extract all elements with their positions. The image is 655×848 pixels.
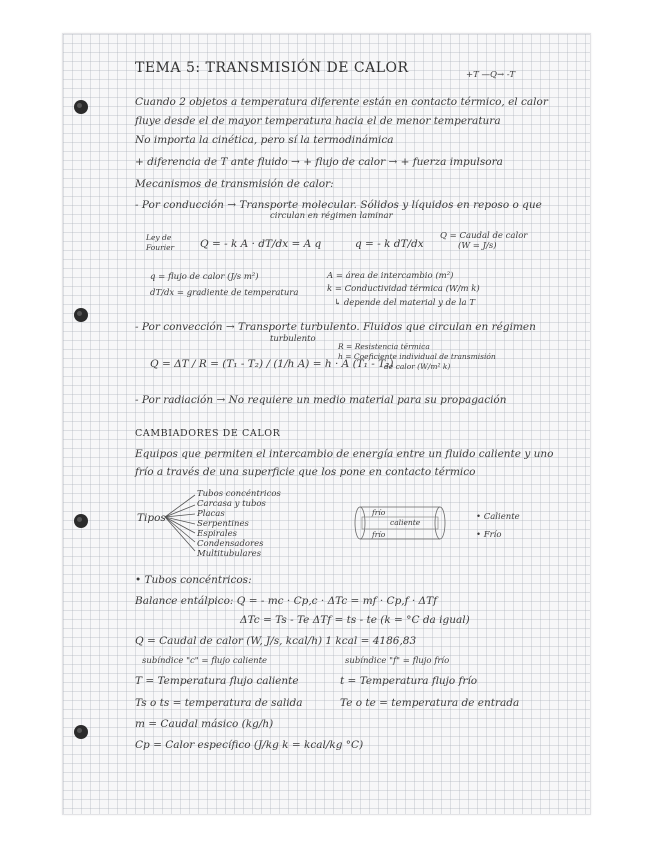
heat-rate-def: Q = Caudal de calor [440, 231, 528, 241]
type-item: Tubos concéntricos [197, 489, 281, 499]
definition: k = Conductividad térmica (W/m k) [327, 284, 480, 294]
definition: ↳ depende del material y de la T [334, 298, 475, 308]
binder-hole [74, 100, 88, 114]
fourier-equation: Q = - k A · dT/dx = A q [200, 238, 322, 250]
intro-line: Cuando 2 objetos a temperatura diferente están en contacto térmico, el calor [135, 96, 548, 108]
fourier-label: Ley de [146, 233, 172, 242]
legend-hot: • Caliente [476, 512, 520, 522]
definition: q = flujo de calor (J/s m²) [150, 272, 259, 282]
binder-hole [74, 725, 88, 739]
subsection-heading: • Tubos concéntricos: [135, 574, 252, 586]
type-item: Serpentines [197, 519, 249, 529]
definition: dT/dx = gradiente de temperatura [150, 288, 299, 298]
conduction-line: - Por conducción → Transporte molecular. Sólidos y líquidos en reposo o que [135, 199, 542, 211]
conduction-line: circulan en régimen laminar [270, 211, 393, 221]
variable-def: m = Caudal másico (kg/h) [135, 718, 274, 730]
convection-equation: Q = ΔT / R = (T₁ - T₂) / (1/h A) = h · A (T₁ - T₂) [150, 358, 394, 370]
convection-line: turbulento [270, 334, 316, 344]
variable-def: Ts o ts = temperatura de salida [135, 697, 303, 709]
type-item: Placas [197, 509, 225, 519]
intro-line: fluye desde el de mayor temperatura hacia el de menor temperatura [135, 115, 501, 127]
heat-rate-units: Q = Caudal de calor (W, J/s, kcal/h) 1 kcal = 4186,83 [135, 635, 417, 647]
variable-def: T = Temperatura flujo caliente [135, 675, 299, 687]
binder-hole [74, 514, 88, 528]
page-title: TEMA 5: TRANSMISIÓN DE CALOR [135, 60, 409, 76]
legend-cold: • Frío [476, 530, 502, 540]
variable-def: Cp = Calor específico (J/kg k = kcal/kg °C) [135, 739, 364, 751]
type-item: Espirales [197, 529, 237, 539]
definition: R = Resistencia térmica [338, 342, 430, 351]
types-label: Tipos [137, 512, 166, 524]
convection-line: - Por convección → Transporte turbulento. Fluidos que circulan en régimen [135, 321, 536, 333]
intro-line: No importa la cinética, pero sí la termodinámica [135, 134, 394, 146]
section-heading: CAMBIADORES DE CALOR [135, 428, 281, 439]
definition: de calor (W/m² k) [384, 362, 451, 371]
variable-def: Te o te = temperatura de entrada [340, 697, 520, 709]
diagram-label-cold: frío [372, 508, 386, 517]
temperature-differences: ΔTc = Ts - Te ΔTf = ts - te (k = °C da igual) [240, 614, 470, 626]
enthalpy-balance: Balance entálpico: Q = - mc · Cp,c · ΔTc = mf · Cp,f · ΔTf [135, 595, 438, 607]
binder-hole [74, 308, 88, 322]
definition: h = Coeficiente individual de transmisión [338, 352, 496, 361]
type-item: Carcasa y tubos [197, 499, 266, 509]
exchanger-line: frío a través de una superficie que los pone en contacto térmico [135, 466, 476, 478]
type-item: Condensadores [197, 539, 264, 549]
flux-equation: q = - k dT/dx [355, 238, 424, 250]
exchanger-line: Equipos que permiten el intercambio de energía entre un fluido caliente y uno [135, 448, 554, 460]
subscript-note: subíndice "f" = flujo frío [345, 656, 450, 666]
type-item: Multitubulares [197, 549, 262, 559]
variable-def: t = Temperatura flujo frío [340, 675, 478, 687]
definition: A = área de intercambio (m²) [327, 271, 454, 281]
fourier-label: Fourier [146, 243, 175, 252]
subscript-note: subíndice "c" = flujo caliente [142, 656, 268, 666]
intro-line: + diferencia de T ante fluido → + flujo de calor → + fuerza impulsora [135, 156, 503, 168]
diagram-label-cold: frío [372, 530, 386, 539]
diagram-label-hot: caliente [390, 518, 421, 527]
intro-line: Mecanismos de transmisión de calor: [135, 178, 334, 190]
radiation-line: - Por radiación → No requiere un medio material para su propagación [135, 394, 507, 406]
heat-flow-note: +T —Q→ -T [466, 70, 516, 80]
heat-rate-units: (W = J/s) [458, 241, 497, 251]
